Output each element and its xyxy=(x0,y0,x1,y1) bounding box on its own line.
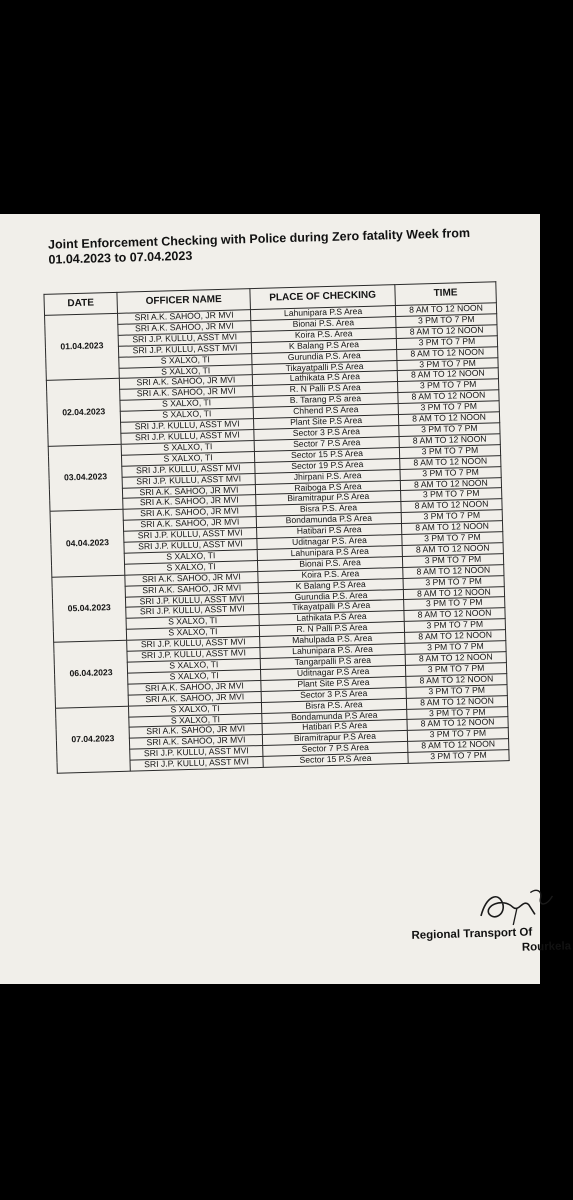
time-cell: 8 AM TO 12 NOON xyxy=(400,455,501,469)
date-cell: 06.04.2023 xyxy=(54,640,129,707)
issuer-block xyxy=(411,924,572,958)
time-cell: 8 AM TO 12 NOON xyxy=(404,608,505,622)
officer-cell: S XALXO, TI xyxy=(127,658,260,673)
schedule-table xyxy=(43,281,509,774)
time-cell: 8 AM TO 12 NOON xyxy=(403,564,504,578)
place-cell: Plant Site P.S Area xyxy=(261,676,406,691)
officer-cell: SRI J.P. KULLU, ASST MVI xyxy=(130,746,263,761)
place-cell: B. Tarang P.S area xyxy=(253,393,398,408)
time-cell: 8 AM TO 12 NOON xyxy=(400,477,501,491)
time-cell: 8 AM TO 12 NOON xyxy=(408,739,509,753)
place-cell: Bondamunda P.S Area xyxy=(262,709,407,724)
officer-cell: SRI J.P. KULLU, ASST MVI xyxy=(124,539,257,554)
time-cell: 3 PM TO 7 PM xyxy=(396,314,497,328)
place-cell: Bisra P.S. Area xyxy=(261,698,406,713)
place-cell: Koira P.S. Area xyxy=(251,327,396,342)
date-cell: 05.04.2023 xyxy=(52,575,127,642)
place-cell: Sector 3 P.S Area xyxy=(254,425,399,440)
officer-cell: S XALXO, TI xyxy=(120,397,253,412)
time-cell: 8 AM TO 12 NOON xyxy=(401,521,502,535)
date-cell: 01.04.2023 xyxy=(45,313,120,380)
place-cell: Sector 19 P.S Area xyxy=(255,458,400,473)
time-cell: 3 PM TO 7 PM xyxy=(398,379,499,393)
officer-cell: SRI J.P. KULLU, ASST MVI xyxy=(118,331,251,346)
place-cell: Tikayatpalli P.S Area xyxy=(252,360,397,375)
officer-cell: SRI A.K. SAHOO, JR MVI xyxy=(129,724,262,739)
place-cell: Hatibari P.S Area xyxy=(257,524,402,539)
issuer-title: Regional Transport Of xyxy=(411,926,533,942)
place-cell: Bisra P.S. Area xyxy=(256,502,401,517)
officer-cell: SRI J.P. KULLU, ASST MVI xyxy=(121,430,254,445)
time-cell: 8 AM TO 12 NOON xyxy=(399,434,500,448)
time-cell: 8 AM TO 12 NOON xyxy=(395,303,496,317)
time-cell: 3 PM TO 7 PM xyxy=(396,335,497,349)
officer-cell: SRI J.P. KULLU, ASST MVI xyxy=(127,648,260,663)
place-cell: Jhirpani P.S. Area xyxy=(255,469,400,484)
time-cell: 3 PM TO 7 PM xyxy=(404,619,505,633)
time-cell: 3 PM TO 7 PM xyxy=(399,444,500,458)
place-cell: Chhend P.S Area xyxy=(253,404,398,419)
place-cell: Lahunipara P.S. Area xyxy=(260,644,405,659)
officer-cell: SRI J.P. KULLU, ASST MVI xyxy=(126,604,259,619)
officer-cell: S XALXO, TI xyxy=(119,353,252,368)
place-cell: R. N Palli P.S Area xyxy=(253,382,398,397)
header-date: DATE xyxy=(44,292,118,315)
place-cell: Uditnagar P.S Area xyxy=(261,665,406,680)
officer-cell: S XALXO, TI xyxy=(119,364,252,379)
place-cell: Sector 15 P.S Area xyxy=(254,447,399,462)
place-cell: Gurundia P.S. Area xyxy=(258,589,403,604)
header-officer: OFFICER NAME xyxy=(117,289,251,314)
time-cell: 3 PM TO 7 PM xyxy=(402,553,503,567)
time-cell: 3 PM TO 7 PM xyxy=(407,728,508,742)
officer-cell: S XALXO, TI xyxy=(129,713,262,728)
officer-cell: S XALXO, TI xyxy=(128,702,261,717)
place-cell: K Balang P.S Area xyxy=(251,338,396,353)
officer-cell: SRI J.P. KULLU, ASST MVI xyxy=(118,342,251,357)
place-cell: Biramitrapur P.S Area xyxy=(256,491,401,506)
officer-cell: S XALXO, TI xyxy=(126,615,259,630)
place-cell: Lahunipara P.S Area xyxy=(250,306,395,321)
officer-cell: SRI J.P. KULLU, ASST MVI xyxy=(130,757,263,772)
officer-cell: S XALXO, TI xyxy=(120,408,253,423)
schedule-body xyxy=(45,303,510,774)
time-cell: 3 PM TO 7 PM xyxy=(398,401,499,415)
place-cell: Bondamunda P.S Area xyxy=(256,513,401,528)
officer-cell: SRI A.K. SAHOO, JR MVI xyxy=(119,375,252,390)
time-cell: 8 AM TO 12 NOON xyxy=(405,630,506,644)
place-cell: Sector 7 P.S Area xyxy=(254,436,399,451)
place-cell: K Balang P.S Area xyxy=(258,578,403,593)
officer-cell: SRI A.K. SAHOO, JR MVI xyxy=(128,691,261,706)
officer-cell: S XALXO, TI xyxy=(126,626,259,641)
officer-cell: S XALXO, TI xyxy=(121,451,254,466)
time-cell: 8 AM TO 12 NOON xyxy=(407,717,508,731)
time-cell: 3 PM TO 7 PM xyxy=(402,532,503,546)
date-cell: 03.04.2023 xyxy=(48,444,123,511)
officer-cell: S XALXO, TI xyxy=(124,549,257,564)
time-cell: 8 AM TO 12 NOON xyxy=(398,390,499,404)
place-cell: Raiboga P.S Area xyxy=(255,480,400,495)
place-cell: Tikayatpalli P.S Area xyxy=(259,600,404,615)
officer-cell: SRI A.K. SAHOO, JR MVI xyxy=(128,680,261,695)
issuer-place: Rourkela xyxy=(521,940,572,954)
place-cell: Bionai P.S. Area xyxy=(251,316,396,331)
officer-cell: SRI J.P. KULLU, ASST MVI xyxy=(122,473,255,488)
officer-cell: SRI J.P. KULLU, ASST MVI xyxy=(127,637,260,652)
officer-cell: SRI A.K. SAHOO, JR MVI xyxy=(120,386,253,401)
place-cell: R. N Palli P.S Area xyxy=(259,622,404,637)
officer-cell: SRI A.K. SAHOO, JR MVI xyxy=(125,571,258,586)
document-sheet xyxy=(0,200,572,985)
officer-cell: SRI A.K. SAHOO, JR MVI xyxy=(123,495,256,510)
time-cell: 3 PM TO 7 PM xyxy=(405,663,506,677)
time-cell: 8 AM TO 12 NOON xyxy=(397,346,498,360)
header-place: PLACE OF CHECKING xyxy=(250,285,396,310)
time-cell: 3 PM TO 7 PM xyxy=(397,357,498,371)
time-cell: 3 PM TO 7 PM xyxy=(405,641,506,655)
officer-cell: SRI J.P. KULLU, ASST MVI xyxy=(121,419,254,434)
officer-cell: SRI J.P. KULLU, ASST MVI xyxy=(124,528,257,543)
place-cell: Sector 15 P.S Area xyxy=(263,753,408,768)
place-cell: Sector 3 P.S Area xyxy=(261,687,406,702)
place-cell: Lathikata P.S Area xyxy=(252,371,397,386)
time-cell: 3 PM TO 7 PM xyxy=(404,597,505,611)
time-cell: 3 PM TO 7 PM xyxy=(399,423,500,437)
time-cell: 8 AM TO 12 NOON xyxy=(397,368,498,382)
place-cell: Bionai P.S. Area xyxy=(257,556,402,571)
place-cell: Biramitrapur P.S Area xyxy=(262,731,407,746)
officer-cell: SRI A.K. SAHOO, JR MVI xyxy=(123,506,256,521)
document-paper xyxy=(0,214,572,984)
officer-cell: SRI A.K. SAHOO, JR MVI xyxy=(129,735,262,750)
time-cell: 3 PM TO 7 PM xyxy=(406,684,507,698)
officer-cell: SRI A.K. SAHOO, JR MVI xyxy=(123,517,256,532)
officer-cell: SRI A.K. SAHOO, JR MVI xyxy=(122,484,255,499)
time-cell: 8 AM TO 12 NOON xyxy=(401,499,502,513)
place-cell: Uditnagar P.S. Area xyxy=(257,535,402,550)
date-cell: 04.04.2023 xyxy=(50,510,125,577)
time-cell: 3 PM TO 7 PM xyxy=(403,575,504,589)
time-cell: 3 PM TO 7 PM xyxy=(401,510,502,524)
time-cell: 8 AM TO 12 NOON xyxy=(405,652,506,666)
place-cell: Sector 7 P.S Area xyxy=(263,742,408,757)
place-cell: Lahunipara P.S Area xyxy=(257,545,402,560)
officer-cell: S XALXO, TI xyxy=(121,440,254,455)
time-cell: 8 AM TO 12 NOON xyxy=(406,695,507,709)
time-cell: 8 AM TO 12 NOON xyxy=(398,412,499,426)
time-cell: 3 PM TO 7 PM xyxy=(407,706,508,720)
place-cell: Mahulpada P.S. Area xyxy=(260,633,405,648)
time-cell: 8 AM TO 12 NOON xyxy=(403,586,504,600)
time-cell: 3 PM TO 7 PM xyxy=(408,750,509,764)
document-title: Joint Enforcement Checking with Police during Zero fatality Week from 01.04.2023 to 07.04.2023 xyxy=(47,225,471,267)
officer-cell: SRI A.K. SAHOO, JR MVI xyxy=(118,310,251,325)
officer-cell: SRI A.K. SAHOO, JR MVI xyxy=(125,582,258,597)
place-cell: Hatibari P.S Area xyxy=(262,720,407,735)
time-cell: 8 AM TO 12 NOON xyxy=(396,325,497,339)
date-cell: 02.04.2023 xyxy=(46,379,121,446)
date-cell: 07.04.2023 xyxy=(56,706,131,773)
officer-cell: S XALXO, TI xyxy=(125,560,258,575)
place-cell: Plant Site P.S Area xyxy=(254,415,399,430)
header-time: TIME xyxy=(395,282,497,306)
officer-cell: SRI J.P. KULLU, ASST MVI xyxy=(122,462,255,477)
time-cell: 3 PM TO 7 PM xyxy=(400,466,501,480)
officer-cell: SRI J.P. KULLU, ASST MVI xyxy=(125,593,258,608)
place-cell: Tangarpalli P.S area xyxy=(260,654,405,669)
place-cell: Gurundia P.S. Area xyxy=(252,349,397,364)
time-cell: 8 AM TO 12 NOON xyxy=(402,543,503,557)
place-cell: Koira P.S. Area xyxy=(258,567,403,582)
officer-cell: S XALXO, TI xyxy=(128,669,261,684)
time-cell: 8 AM TO 12 NOON xyxy=(406,673,507,687)
officer-cell: SRI A.K. SAHOO, JR MVI xyxy=(118,321,251,336)
time-cell: 3 PM TO 7 PM xyxy=(401,488,502,502)
place-cell: Lathikata P.S Area xyxy=(259,611,404,626)
